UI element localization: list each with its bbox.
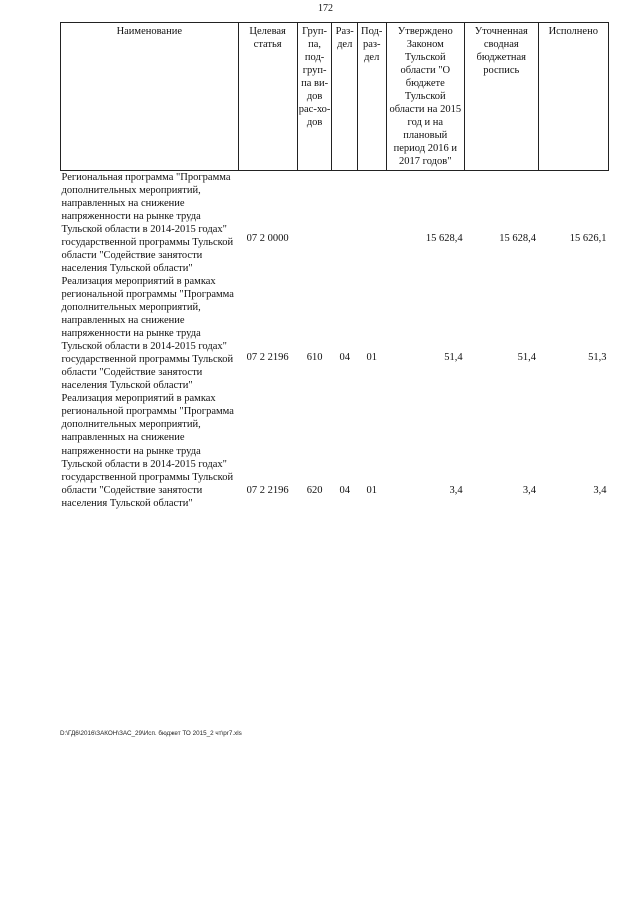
row-executed: 3,4 (593, 485, 607, 497)
row-refined: 3,4 (522, 485, 537, 497)
table-row (61, 171, 609, 276)
table-row (61, 392, 609, 509)
row-approved: 3,4 (449, 485, 463, 497)
col-header-subsection: Под-раз-дел (357, 23, 386, 171)
row-executed: 51,3 (588, 352, 607, 364)
page-number: 172 (318, 3, 333, 14)
row-refined: 15 628,4 (499, 233, 537, 245)
row-group: 610 (306, 352, 323, 364)
row-approved: 15 628,4 (425, 233, 463, 245)
col-header-executed: Исполнено (538, 23, 608, 171)
col-header-approved: Утверждено Законом Тульской области "О бюджете Тульской области на 2015 год и на плановый период 2016 и 2017 годов" (386, 23, 465, 171)
row-group: 620 (306, 485, 323, 497)
budget-table (60, 22, 609, 510)
file-path-footer: D:\ГД6\2016\ЗАКОН\ЗАС_29\Исп. бюджет ТО 2015_2 чт\pr7.xls (60, 730, 242, 737)
row-target: 07 2 2196 (246, 485, 289, 497)
row-target: 07 2 0000 (246, 233, 289, 245)
row-subsection: 01 (366, 485, 377, 497)
row-subsection: 01 (366, 352, 377, 364)
col-header-refined: Уточненная сводная бюджетная роспись (465, 23, 538, 171)
col-header-target: Целевая статья (238, 23, 297, 171)
row-name: Реализация мероприятий в рамках региональной программы "Программа дополнительных мероприятий, направленных на снижение напряженности на рынке труда Тульской области в 2014-2015 годах" государственной программы Тульской области "Содействие занятости населения Тульской области" (61, 276, 234, 392)
row-section: 04 (339, 485, 350, 497)
table-header-row (61, 23, 609, 171)
row-refined: 51,4 (517, 352, 537, 364)
row-target: 07 2 2196 (246, 352, 289, 364)
row-section: 04 (339, 352, 350, 364)
col-header-section: Раз-дел (332, 23, 358, 171)
row-name: Реализация мероприятий в рамках региональной программы "Программа дополнительных мероприятий, направленных на снижение напряженности на рынке труда Тульской области в 2014-2015 годах" государственной программы Тульской области "Содействие занятости населения Тульской области" (61, 393, 234, 509)
row-section (332, 171, 358, 276)
col-header-name: Наименование (61, 23, 239, 171)
table-row (61, 275, 609, 392)
col-header-group: Груп-па, под-груп-па ви-дов рас-хо-дов (297, 23, 332, 171)
row-group (297, 171, 332, 276)
row-approved: 51,4 (444, 352, 463, 364)
row-executed: 15 626,1 (569, 233, 607, 245)
row-name: Региональная программа "Программа дополнительных мероприятий, направленных на снижение напряженности на рынке труда Тульской области в 2014-2015 годах" государственной программы Тульской области "Содействие занятости населения Тульской области" (61, 172, 234, 275)
row-subsection (357, 171, 386, 276)
